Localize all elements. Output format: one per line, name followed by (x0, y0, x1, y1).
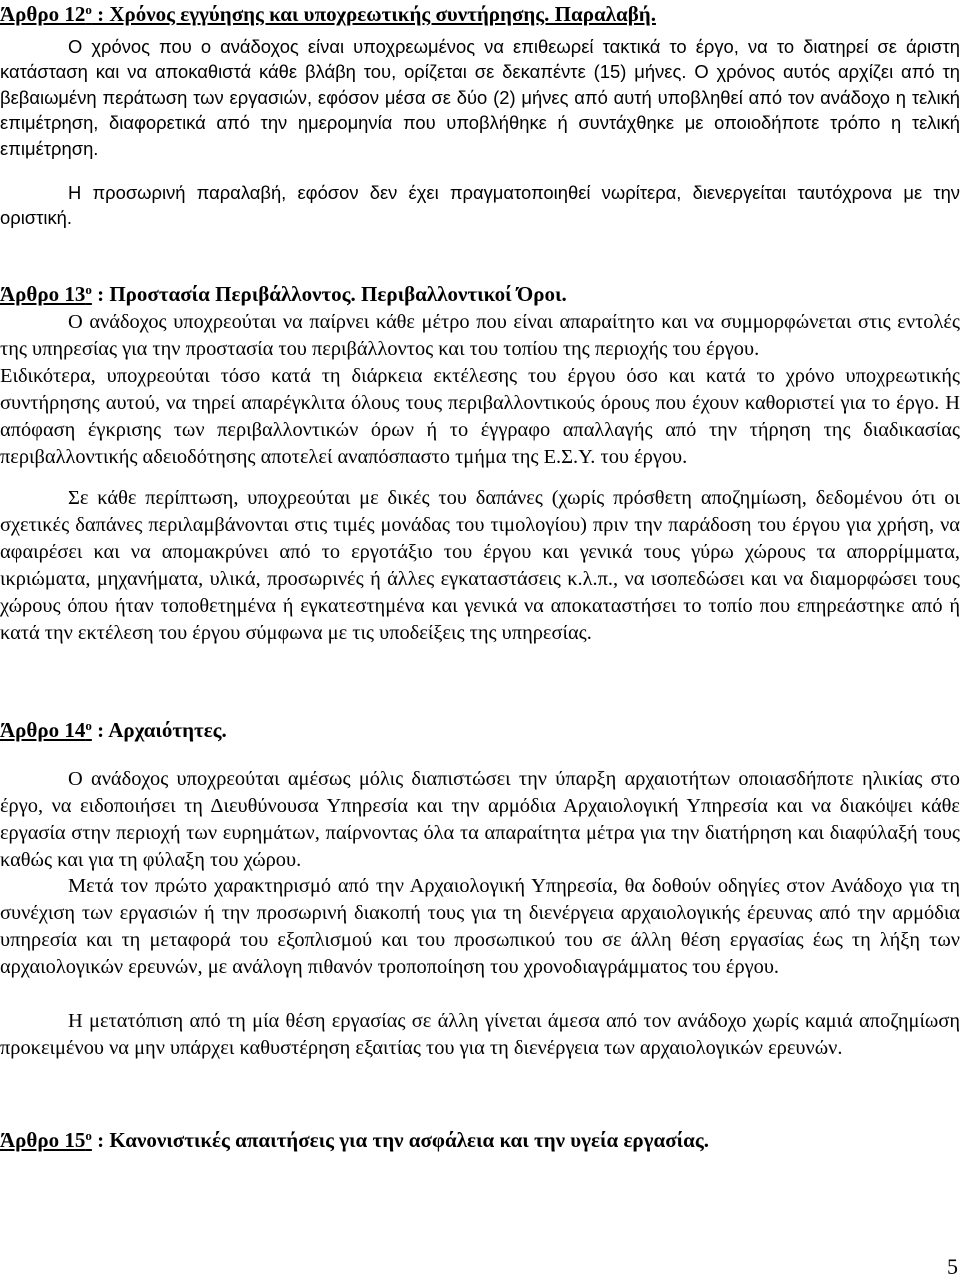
article-14-paragraph-2: Μετά τον πρώτο χαρακτηρισμό από την Αρχαιολογική Υπηρεσία, θα δοθούν οδηγίες στον Ανάδοχο για τη συνέχιση των εργασιών ή την προσωρινή διακοπή τους για τη διενέργεια αρχαιολογικής έρευνας από την αρμόδια υπηρεσία και τη μεταφορά του εξοπλισμού και του προσωπικού του σε άλλη θέση εργασίας έως τη λήξη των αρχαιολογικών ερευνών, με ανάλογη πιθανόν τροποποίηση του χρονοδιαγράμματος του έργου. (0, 875, 960, 978)
article-15-title: : Κανονιστικές απαιτήσεις για την ασφάλεια και την υγεία εργασίας. (91, 1128, 709, 1152)
article-12-paragraph-1: Ο χρόνος που ο ανάδοχος είναι υποχρεωμένος να επιθεωρεί τακτικά το έργο, να το διατηρεί σε άριστη κατάσταση και να αποκαθιστά κάθε βλάβη του, ορίζεται σε δεκαπέντε (15) μήνες. Ο χρόνος αυτός αρχίζει από τη βεβαιωμένη περάτωση των εργασιών, εφόσον μέσα σε δύο (2) μήνες από αυτή υποβληθεί από τον ανάδοχο η τελική επιμέτρηση, διαφορετικά από την ημερομηνία που υποβλήθηκε ή συντάχθηκε με οποιοδήποτε τρόπο η τελική επιμέτρηση. (0, 36, 960, 159)
article-12-number: Άρθρο $12^o$ (0, 2, 92, 26)
article-15-number: Άρθρο $15^o$ (0, 1128, 92, 1152)
article-14-number: Άρθρο $14^o$ (0, 718, 92, 742)
article-13-paragraph-1: Ο ανάδοχος υποχρεούται να παίρνει κάθε μέτρο που είναι απαραίτητο και να συμμορφώνεται στις εντολές της υπηρεσίας για την προστασία του περιβάλλοντος και του τοπίου της περιοχής του έργου. (0, 311, 960, 360)
article-13-title: : Προστασία Περιβάλλοντος. Περιβαλλοντικοί Όροι. (91, 282, 567, 306)
article-14-title: : Αρχαιότητες. (91, 718, 227, 742)
article-14-paragraph-1: Ο ανάδοχος υποχρεούται αμέσως μόλις διαπιστώσει την ύπαρξη αρχαιοτήτων οποιασδήποτε ηλικίας στο έργο, να ειδοποιήσει τη Διευθύνουσα Υπηρεσία και την αρμόδια Αρχαιολογική Υπηρεσία και να διακόψει κάθε εργασία στην περιοχή των ευρημάτων, παίρνοντας όλα τα απαραίτητα μέτρα για την διατήρηση και διαφύλαξή τους καθώς και για τη φύλαξη του χώρου. (0, 768, 960, 871)
article-12-paragraph-2: Η προσωρινή παραλαβή, εφόσον δεν έχει πραγματοποιηθεί νωρίτερα, διενεργείται ταυτόχρονα με την οριστική. (0, 182, 960, 229)
article-13-paragraph-2: Ειδικότερα, υποχρεούται τόσο κατά τη διάρκεια εκτέλεσης του έργου όσο και κατά το χρόνο υποχρεωτικής συντήρησης αυτού, να τηρεί απαρέγκλιτα όλους τους περιβαλλοντικούς όρους που έχουν καθοριστεί για το έργο. Η απόφαση έγκρισης των περιβαλλοντικών όρων ή το έγγραφο απαλλαγής από την τήρηση της διαδικασίας περιβαλλοντικής αδειοδότησης αποτελεί αναπόσπαστο τμήμα της Ε.Σ.Υ. του έργου. (0, 365, 960, 468)
article-13-paragraph-3: Σε κάθε περίπτωση, υποχρεούται με δικές του δαπάνες (χωρίς πρόσθετη αποζημίωση, δεδομένου ότι οι σχετικές δαπάνες περιλαμβάνονται στις τιμές μονάδας του τιμολογίου) πριν την παράδοση του έργου για χρήση, να αφαιρέσει και να απομακρύνει από το εργοτάξιο του έργου και γενικά τους γύρω χώρους τα απορρίμματα, ικριώματα, μηχανήματα, υλικά, προσωρινές ή άλλες εγκαταστάσεις κ.λ.π., να ισοπεδώσει και να διαμορφώσει τους χώρους όπου ήταν τοποθετημένα ή εγκατεστημένα και γενικά να αποκαταστήσει το τοπίο που επηρεάστηκε από ή κατά την εκτέλεση του έργου σύμφωνα με τις υποδείξεις της υπηρεσίας. (0, 487, 960, 644)
page-number: 5 (947, 1254, 958, 1279)
article-13-heading (0, 281, 960, 307)
article-14-paragraph-3: Η μετατόπιση από τη μία θέση εργασίας σε άλλη γίνεται άμεσα από τον ανάδοχο χωρίς καμιά αποζημίωση προκειμένου να μην υπάρχει καθυστέρηση εξαιτίας του για τη διενέργεια των αρχαιολογικών ερευνών. (0, 1010, 960, 1059)
article-13-number: Άρθρο $13^o$ (0, 282, 92, 306)
article-14-heading (0, 717, 960, 743)
article-12-title: : Χρόνος εγγύησης και υποχρεωτικής συντήρησης. Παραλαβή. (91, 2, 656, 26)
article-15-heading (0, 1127, 960, 1153)
article-12-heading (0, 1, 960, 27)
